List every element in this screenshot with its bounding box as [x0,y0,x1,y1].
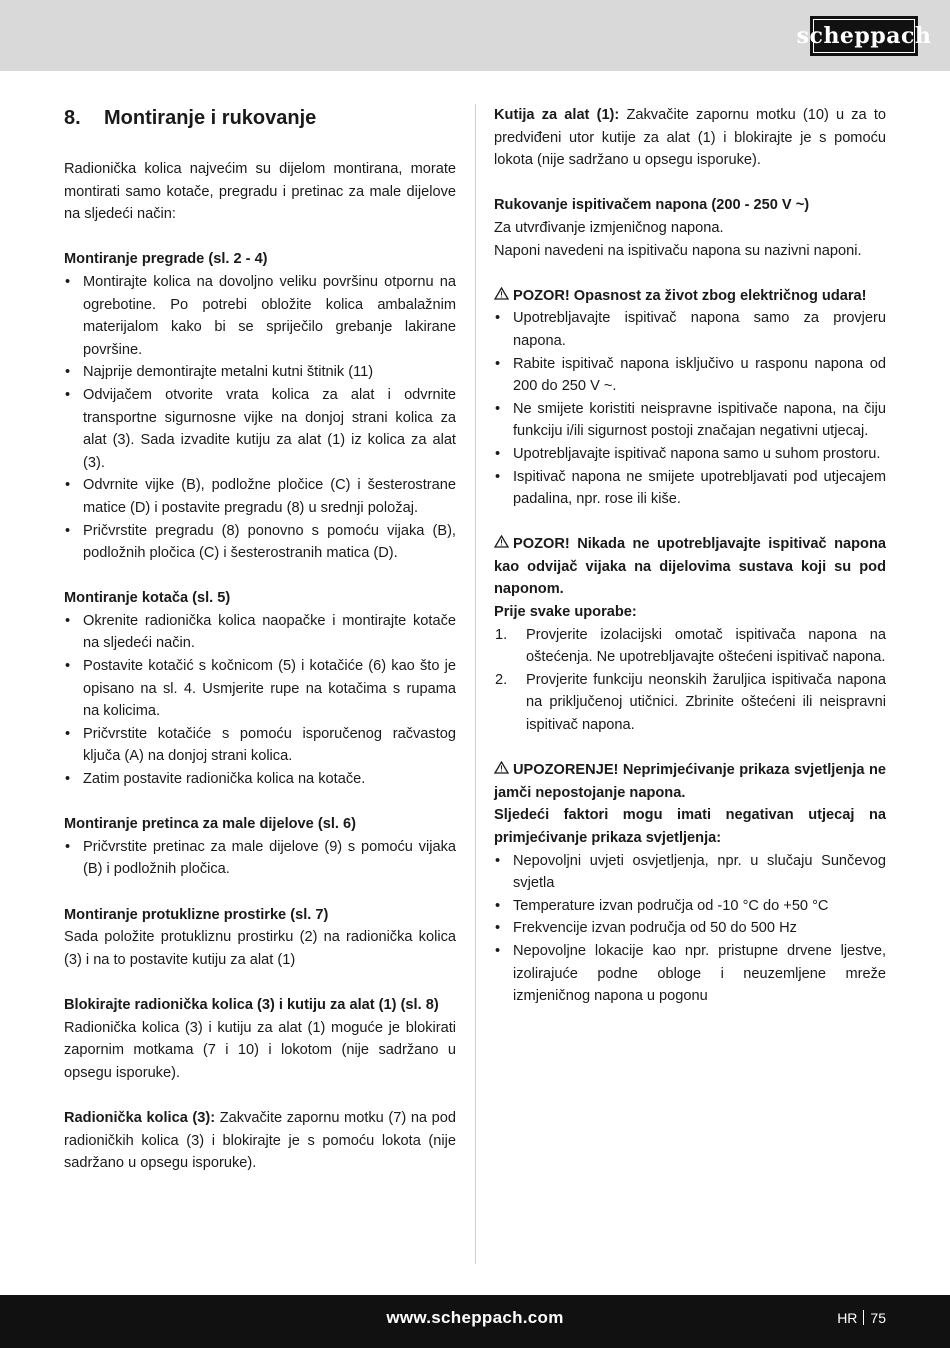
section-title-small-parts: Montiranje pretinca za male dijelove (sl. 6) [64,816,356,833]
warning-1-list [494,307,886,510]
list-item: • Postavite kotačić s kočnicom (5) i kotačiće (6) kao što je opisano na sl. 4. Usmjerite rupe na kotačima s rupama na kolicima. [64,655,456,723]
section-title-wheels: Montiranje kotača (sl. 5) [64,590,231,607]
warning-title-1: POZOR! Opasnost za život zbog električnog udara! [513,287,867,304]
list-item: • Ne smijete koristiti neispravne ispitivače napona, na čiju funkciju i/ili sigurnost postoji značajan negativni utjecaj. [494,398,886,443]
trolley-lock-lead: Radionička kolica (3): [64,1109,216,1126]
list-item [494,624,886,669]
factors-list [494,850,886,1008]
language-code: HR [837,1310,858,1326]
list-item [494,669,886,737]
list-item: • Odvrnite vijke (B), podložne pločice (C) i šesterostrane matice (D) i postavite pregradu (8) u srednji položaj. [64,474,456,519]
before-use-subtitle: Prije svake uporabe: [494,604,637,621]
list-item: • Zatim postavite radionička kolica na kotače. [64,768,456,791]
left-column [64,104,456,1175]
column-divider [475,104,476,1264]
list-item: • Okrenite radionička kolica naopačke i montirajte kotače na sljedeći način. [64,610,456,655]
warning-triangle-icon [494,759,509,782]
list-item: • Nepovoljni uvjeti osvjetljenja, npr. u slučaju Sunčevog svjetla [494,850,886,895]
list-item: • Odvijačem otvorite vrata kolica za alat i odvrnite transportne sigurnosne vijke na donjoj strani kolica za alat (3). Sada izvadite kutiju za alat (1) iz kolica za alat (3). [64,384,456,474]
list-item: • Nepovoljne lokacije kao npr. pristupne drvene ljestve, izolirajuće podne obloge i neuzemljene mreže izmjeničnog napona u pogonu [494,940,886,1008]
locking-paragraph: Radionička kolica (3) i kutiju za alat (1) moguće je blokirati zapornim motkama (7 i 10) i lokotom (nije sadržano u opsegu isporuke). [64,1019,456,1081]
page-indicator [837,1310,886,1326]
warning-heading-3 [494,759,886,804]
small-parts-steps-list [64,836,456,881]
header-band [0,0,950,71]
chapter-heading [64,104,456,132]
intro-paragraph: Radionička kolica najvećim su dijelom montirana, morate montirati samo kotače, pregradu i pretinac za male dijelove na sljedeći način: [64,161,456,223]
chapter-title: Montiranje i rukovanje [104,107,317,129]
list-item: • Pričvrstite pregradu (8) ponovno s pomoću vijaka (B), podložnih pločica (C) i šesterostranih matica (D). [64,520,456,565]
footer-website: www.scheppach.com [386,1308,564,1327]
section-title-partition: Montiranje pregrade (sl. 2 - 4) [64,251,268,268]
warning-heading-1 [494,285,886,308]
toolbox-lock-paragraph [494,104,886,172]
mat-paragraph: Sada položite protukliznu prostirku (2) na radionička kolica (3) i na to postavite kutiju za alat (1) [64,929,456,968]
warning-title-3: UPOZORENJE! Neprimjećivanje prikaza svjetljenja ne jamči nepostojanje napona. [494,762,886,801]
warning-heading-2 [494,533,886,601]
list-item: • Upotrebljavajte ispitivač napona samo u suhom prostoru. [494,443,886,466]
list-item: • Pričvrstite kotačiće s pomoću isporučenog račvastog ključa (A) na donjoj strani kolica. [64,723,456,768]
voltage-tester-line2: Naponi navedeni na ispitivaču napona su nazivni naponi. [494,242,862,259]
section-title-voltage-tester: Rukovanje ispitivačem napona (200 - 250 V ~) [494,197,810,214]
voltage-tester-line1: Za utvrđivanje izmjeničnog napona. [494,219,724,236]
toolbox-lock-text: Zakvačite zapornu motku (10) u za to predviđeni utor kutije za alat (1) i blokirajte je s pomoću lokota (nije sadržano u opsegu isporuke). [494,107,886,169]
list-item: • Montirajte kolica na dovoljno veliku površinu otpornu na ogrebotine. Po potrebi obložite kolica ambalažnim materijalom kako bi se spriječilo grebanje lakirane površine. [64,271,456,361]
chapter-number: 8. [64,107,81,129]
list-text: Provjerite izolacijski omotač ispitivača napona na oštećenja. Ne upotrebljavajte oštećeni ispitivač napona. [526,626,886,666]
list-item: • Ispitivač napona ne smijete upotrebljavati pod utjecajem padalina, npr. rose ili kiše. [494,466,886,511]
section-title-locking: Blokirajte radionička kolica (3) i kutiju za alat (1) (sl. 8) [64,996,439,1013]
list-item: • Frekvencije izvan područja od 50 do 500 Hz [494,917,886,940]
list-item: • Temperature izvan područja od -10 °C do +50 °C [494,895,886,918]
list-number: 1. [495,626,508,643]
list-item: • Najprije demontirajte metalni kutni štitnik (11) [64,361,456,384]
list-text: Provjerite funkciju neonskih žaruljica ispitivača napona na priključenoj utičnici. Zbrinite oštećeni ili neispravni ispitivač napona. [526,671,886,734]
before-use-list [494,624,886,737]
factors-subtitle: Sljedeći faktori mogu imati negativan utjecaj na primjećivanje prikaza svjetljenja: [494,807,886,846]
warning-title-2: POZOR! Nikada ne upotrebljavajte ispitivač napona kao odvijač vijaka na dijelovima sustava koji su pod naponom. [494,536,886,598]
list-number: 2. [495,671,508,688]
partition-steps-list [64,271,456,565]
list-item: • Upotrebljavajte ispitivač napona samo za provjeru napona. [494,307,886,352]
wheels-steps-list [64,610,456,791]
trolley-lock-paragraph [64,1107,456,1175]
section-title-mat: Montiranje protuklizne prostirke (sl. 7) [64,906,329,923]
trolley-lock-text: Zakvačite zapornu motku (7) na pod radioničkih kolica (3) i blokirajte je s pomoću lokota (nije sadržano u opsegu isporuke). [64,1109,456,1172]
list-item: • Pričvrstite pretinac za male dijelove (9) s pomoću vijaka (B) i podložnih pločica. [64,836,456,881]
toolbox-lock-lead: Kutija za alat (1): [494,107,620,123]
page-number: 75 [870,1310,886,1326]
brand-logo: scheppach [810,16,918,56]
right-column [494,104,886,1008]
warning-triangle-icon [494,533,509,556]
list-item: • Rabite ispitivač napona isključivo u rasponu napona od 200 do 250 V ~. [494,353,886,398]
warning-triangle-icon [494,285,509,308]
footer-bar [0,1295,950,1348]
